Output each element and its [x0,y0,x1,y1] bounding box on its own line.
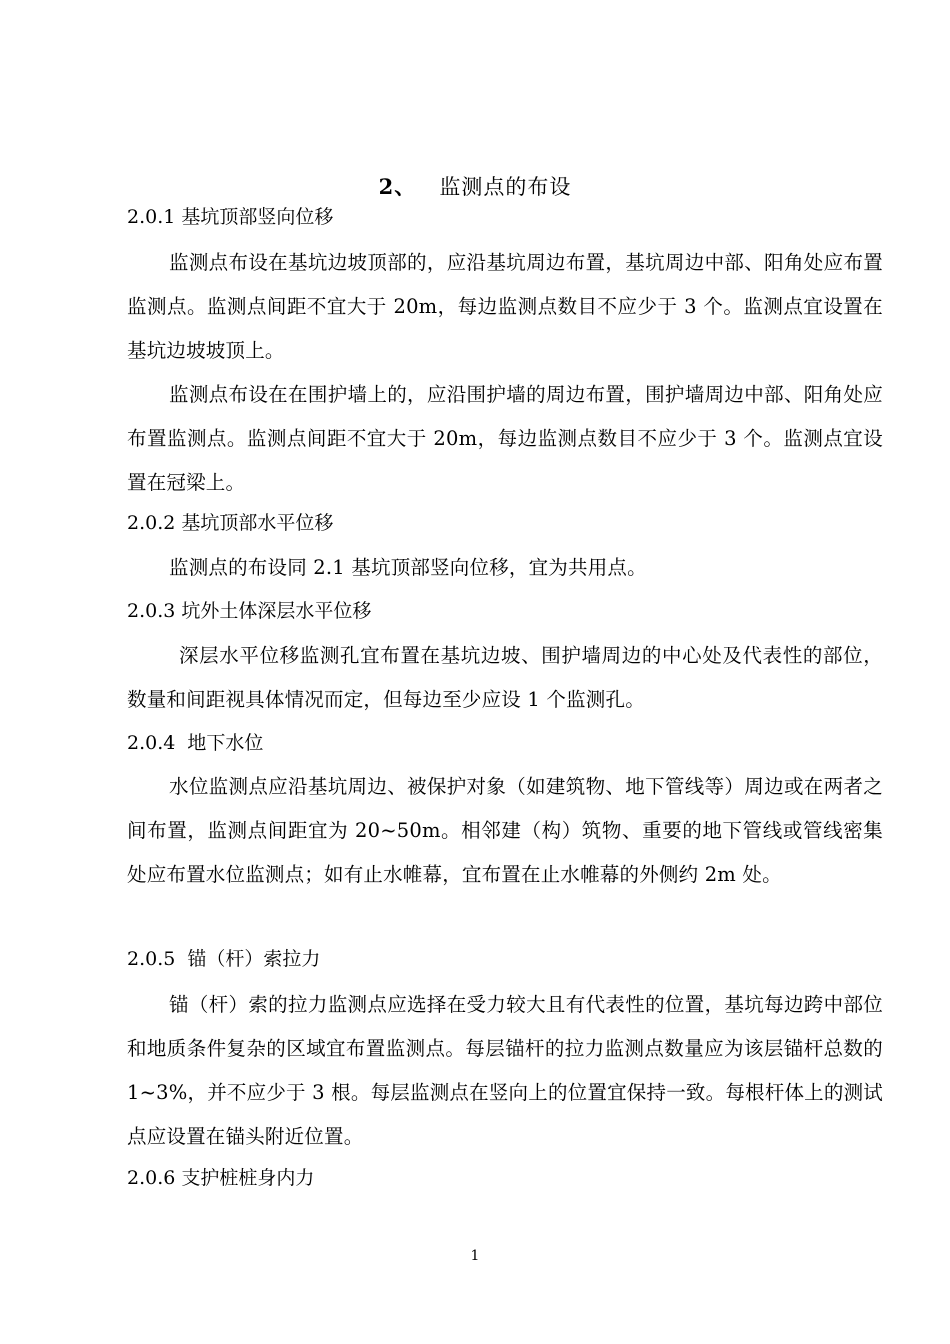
subsection-heading-2-0-3: 2.0.3 坑外土体深层水平位移 [127,600,372,622]
subsection-heading-2-0-1: 2.0.1 基坑顶部竖向位移 [127,206,334,228]
section-title-text: 监测点的布设 [439,175,572,199]
paragraph-2-0-4: 水位监测点应沿基坑周边、被保护对象（如建筑物、地下管线等）周边或在两者之间布置，监测点间距宜为 20~50m。相邻建（构）筑物、重要的地下管线或管线密集处应布置水位监测点；如有止水帷幕，宜布置在止水帷幕的外侧约 2m 处。 [127,775,883,886]
subsection-heading-2-0-5: 2.0.5 锚（杆）索拉力 [127,948,321,970]
subsection-heading-2-0-4: 2.0.4 地下水位 [127,732,264,754]
paragraph-2-0-5: 锚（杆）索的拉力监测点应选择在受力较大且有代表性的位置，基坑每边跨中部位和地质条件复杂的区域宜布置监测点。每层锚杆的拉力监测点数量应为该层锚杆总数的 1~3%，并不应少于 3 根。每层监测点在竖向上的位置宜保持一致。每根杆体上的测试点应设置在锚头附近位置。 [127,993,883,1148]
paragraph-2-0-1-a: 监测点布设在基坑边坡顶部的，应沿基坑周边布置，基坑周边中部、阳角处应布置监测点。监测点间距不宜大于 20m，每边监测点数目不应少于 3 个。监测点宜设置在基坑边坡坡顶上。 [127,251,883,362]
subsection-heading-2-0-2: 2.0.2 基坑顶部水平位移 [127,512,334,534]
section-title [0,170,950,204]
subsection-heading-2-0-6: 2.0.6 支护桩桩身内力 [127,1167,315,1189]
paragraph-2-0-3: 深层水平位移监测孔宜布置在基坑边坡、围护墙周边的中心处及代表性的部位，数量和间距视具体情况而定，但每边至少应设 1 个监测孔。 [127,644,883,711]
section-number: 2、 [378,174,417,199]
page-number: 1 [470,1248,480,1264]
paragraph-2-0-2: 监测点的布设同 2.1 基坑顶部竖向位移，宜为共用点。 [169,556,647,579]
paragraph-2-0-1-b: 监测点布设在在围护墙上的，应沿围护墙的周边布置，围护墙周边中部、阳角处应布置监测点。监测点间距不宜大于 20m，每边监测点数目不应少于 3 个。监测点宜设置在冠梁上。 [127,383,883,494]
